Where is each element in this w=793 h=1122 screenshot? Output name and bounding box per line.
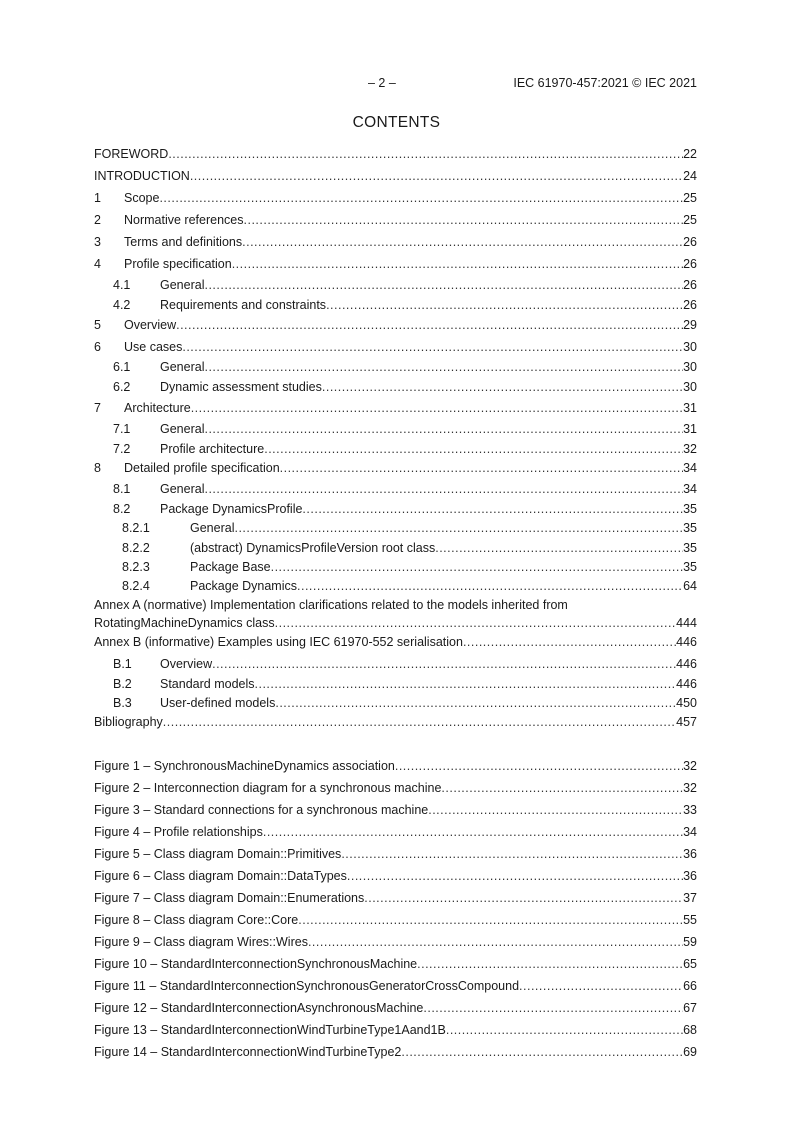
dot-leader [428,802,683,818]
toc-entry-title: Annex B (informative) Examples using IEC 61970-552 serialisation [94,635,463,649]
toc-entry[interactable] [113,656,697,672]
dot-leader [191,400,683,416]
toc-entry-page: 35 [683,560,697,574]
figure-entry-title: Figure 1 – SynchronousMachineDynamics association [94,759,395,773]
toc-entry[interactable] [94,190,697,206]
figure-entry-page: 68 [683,1023,697,1037]
toc-entry-title: Profile specification [124,257,232,271]
toc-entry-page: 446 [676,677,697,691]
toc-entry-title: Detailed profile specification [124,461,280,475]
dot-leader [322,379,683,395]
toc-entry-page: 25 [683,191,697,205]
toc-entry[interactable] [94,256,697,272]
dot-leader [364,890,683,906]
dot-leader [401,1044,683,1060]
toc-entry-page: 35 [683,541,697,555]
page-title: CONTENTS [352,114,441,131]
toc-entry-number: 8.2.4 [122,579,150,593]
dot-leader [395,758,683,774]
dot-leader [212,656,676,672]
toc-entry-title: General [190,521,235,535]
toc-entry-title: Normative references [124,213,244,227]
figure-entry-page: 37 [683,891,697,905]
dot-leader [232,256,683,272]
toc-entry-page: 22 [683,147,697,161]
toc-entry-page: 30 [683,360,697,374]
toc-entry[interactable] [113,359,697,375]
figure-entry[interactable] [94,868,697,884]
toc-entry-number: B.1 [113,657,132,671]
toc-entry-number: 1 [94,191,101,205]
toc-entry-page: 26 [683,298,697,312]
dot-leader [204,359,683,375]
toc-entry[interactable] [113,379,697,395]
toc-entry-page: 34 [683,482,697,496]
toc-entry-number: 2 [94,213,101,227]
toc-entry-title: General [160,422,205,436]
toc-entry[interactable] [113,441,697,457]
figure-entry-title: Figure 13 – StandardInterconnectionWindTurbineType1Aand1B [94,1023,446,1037]
figure-entry-title: Figure 12 – StandardInterconnectionAsynchronousMachine [94,1001,424,1015]
toc-entry-title: User-defined models [160,696,276,710]
figure-entry-page: 65 [683,957,697,971]
figure-entry[interactable] [94,890,697,906]
toc-entry-number: B.2 [113,677,132,691]
dot-leader [242,234,683,250]
toc-entry-page: 35 [683,521,697,535]
toc-entry[interactable] [94,146,697,162]
toc-entry[interactable] [122,578,697,594]
toc-entry[interactable] [94,714,697,730]
toc-entry-number: 3 [94,235,101,249]
dot-leader [280,460,683,476]
figure-entry-page: 55 [683,913,697,927]
toc-entry-title-line1: Annex A (normative) Implementation clarifications related to the models inherited from [94,598,568,612]
figure-entry-title: Figure 10 – StandardInterconnectionSynchronousMachine [94,957,418,971]
toc-entry[interactable] [94,615,697,631]
figure-entry-title: Figure 14 – StandardInterconnectionWindTurbineType2 [94,1045,402,1059]
figure-entry-title: Figure 2 – Interconnection diagram for a synchronous machine [94,781,442,795]
figure-entry-title: Figure 8 – Class diagram Core::Core [94,913,299,927]
toc-entry-page: 24 [683,169,697,183]
figure-entry-page: 32 [683,759,697,773]
dot-leader [234,520,683,536]
toc-entry[interactable] [113,421,697,437]
toc-entry[interactable] [113,695,697,711]
figure-entry-page: 34 [683,825,697,839]
dot-leader [275,695,676,711]
figure-entry-page: 36 [683,869,697,883]
dot-leader [176,317,683,333]
figure-entry[interactable] [94,978,697,994]
toc-entry-title: Package Base [190,560,271,574]
toc-entry-page: 26 [683,235,697,249]
figure-entry-title: Figure 3 – Standard connections for a synchronous machine [94,803,429,817]
toc-entry-title: Scope [124,191,160,205]
toc-entry-page: 30 [683,340,697,354]
toc-entry-number: 4.2 [113,298,131,312]
figure-entry[interactable] [94,1022,697,1038]
toc-entry-page: 457 [676,715,697,729]
toc-entry[interactable] [113,501,697,517]
toc-entry-page: 30 [683,380,697,394]
toc-entry-title: General [160,482,205,496]
toc-entry-number: 8.2.2 [122,541,150,555]
toc-entry-number: 8.1 [113,482,131,496]
toc-entry[interactable] [94,400,697,416]
page-number: – 2 – [368,76,396,90]
toc-entry-page: 446 [676,657,697,671]
figure-entry[interactable] [94,802,697,818]
toc-entry-page: 26 [683,278,697,292]
toc-entry-title: Terms and definitions [124,235,243,249]
figure-entry[interactable] [94,846,697,862]
dot-leader [264,441,683,457]
figure-entry-title: Figure 11 – StandardInterconnectionSynchronousGeneratorCrossCompound [94,979,520,993]
dot-leader [263,824,683,840]
document-id: IEC 61970-457:2021 © IEC 2021 [513,76,697,90]
toc-entry-page: 26 [683,257,697,271]
toc-entry-title: Overview [124,318,177,332]
toc-entry-number: 7.1 [113,422,131,436]
figure-entry[interactable] [94,824,697,840]
dot-leader [435,540,683,556]
toc-entry-title: RotatingMachineDynamics class [94,616,275,630]
toc-entry[interactable] [122,520,697,536]
figure-entry-page: 59 [683,935,697,949]
figure-entry-title: Figure 6 – Class diagram Domain::DataTypes [94,869,347,883]
toc-entry-page: 32 [683,442,697,456]
dot-leader [271,559,683,575]
figure-entry[interactable] [94,912,697,928]
toc-entry-number: 5 [94,318,101,332]
figure-entry-title: Figure 7 – Class diagram Domain::Enumerations [94,891,365,905]
dot-leader [423,1000,683,1016]
toc-entry-title: General [160,360,205,374]
toc-entry-title: Requirements and constraints [160,298,327,312]
toc-entry-number: 8.2.1 [122,521,150,535]
dot-leader [204,277,683,293]
figure-entry[interactable] [94,956,697,972]
dot-leader [244,212,684,228]
toc-entry[interactable] [122,559,697,575]
dot-leader [463,634,676,650]
toc-entry-title: Bibliography [94,715,163,729]
toc-entry[interactable] [113,277,697,293]
toc-entry-number: 4.1 [113,278,131,292]
dot-leader [519,978,683,994]
toc-entry-title: Dynamic assessment studies [160,380,322,394]
dot-leader [441,780,683,796]
toc-entry[interactable] [94,168,697,184]
toc-entry[interactable] [94,212,697,228]
toc-entry-title: Overview [160,657,213,671]
toc-entry[interactable] [94,460,697,476]
figure-entry-page: 33 [683,803,697,817]
toc-entry-title: Profile architecture [160,442,265,456]
dot-leader [308,934,683,950]
toc-entry-title: Use cases [124,340,183,354]
figure-entry[interactable] [94,1044,697,1060]
toc-entry[interactable] [122,540,697,556]
figure-entry[interactable] [94,934,697,950]
toc-entry-title: Standard models [160,677,255,691]
toc-entry[interactable] [94,634,697,650]
toc-entry[interactable] [94,234,697,250]
dot-leader [302,501,683,517]
figure-entry[interactable] [94,1000,697,1016]
toc-entry[interactable] [94,317,697,333]
figure-entry[interactable] [94,780,697,796]
toc-entry[interactable] [113,297,697,313]
dot-leader [326,297,683,313]
dot-leader [341,846,683,862]
toc-entry-title: Package Dynamics [190,579,297,593]
toc-entry-title: Package DynamicsProfile [160,502,303,516]
toc-entry-title: INTRODUCTION [94,169,190,183]
toc-entry-number: 8.2.3 [122,560,150,574]
toc-entry-page: 31 [683,401,697,415]
toc-entry-page: 444 [676,616,697,630]
figure-entry-title: Figure 4 – Profile relationships [94,825,263,839]
dot-leader [255,676,677,692]
figure-entry-page: 66 [683,979,697,993]
dot-leader [275,615,677,631]
dot-leader [159,190,683,206]
figure-entry-page: 32 [683,781,697,795]
toc-entry-page: 25 [683,213,697,227]
toc-entry-number: 8.2 [113,502,131,516]
toc-entry-page: 35 [683,502,697,516]
toc-entry-page: 64 [683,579,697,593]
toc-entry[interactable] [113,676,697,692]
dot-leader [204,421,683,437]
figure-entry-page: 36 [683,847,697,861]
figure-entry-title: Figure 9 – Class diagram Wires::Wires [94,935,308,949]
toc-entry-page: 446 [676,635,697,649]
toc-entry-title: FOREWORD [94,147,169,161]
toc-entry-page: 29 [683,318,697,332]
dot-leader [204,481,683,497]
toc-entry-number: 8 [94,461,101,475]
toc-entry-number: 4 [94,257,101,271]
toc-entry[interactable] [113,481,697,497]
dot-leader [163,714,676,730]
toc-entry-page: 34 [683,461,697,475]
dot-leader [190,168,683,184]
toc-entry-number: 7.2 [113,442,131,456]
dot-leader [168,146,683,162]
toc-entry[interactable] [94,339,697,355]
toc-entry-title: Architecture [124,401,191,415]
dot-leader [347,868,683,884]
toc-entry-number: 6.1 [113,360,131,374]
dot-leader [298,912,683,928]
toc-entry-page: 450 [676,696,697,710]
figure-entry[interactable] [94,758,697,774]
figure-entry-page: 67 [683,1001,697,1015]
toc-entry-title: General [160,278,205,292]
toc-entry-title: (abstract) DynamicsProfileVersion root class [190,541,436,555]
toc-entry-number: 6.2 [113,380,131,394]
dot-leader [297,578,683,594]
figure-entry-title: Figure 5 – Class diagram Domain::Primitives [94,847,342,861]
dot-leader [182,339,683,355]
toc-entry-number: 6 [94,340,101,354]
dot-leader [417,956,683,972]
figure-entry-page: 69 [683,1045,697,1059]
toc-entry-number: B.3 [113,696,132,710]
toc-entry-page: 31 [683,422,697,436]
dot-leader [446,1022,683,1038]
toc-entry-number: 7 [94,401,101,415]
